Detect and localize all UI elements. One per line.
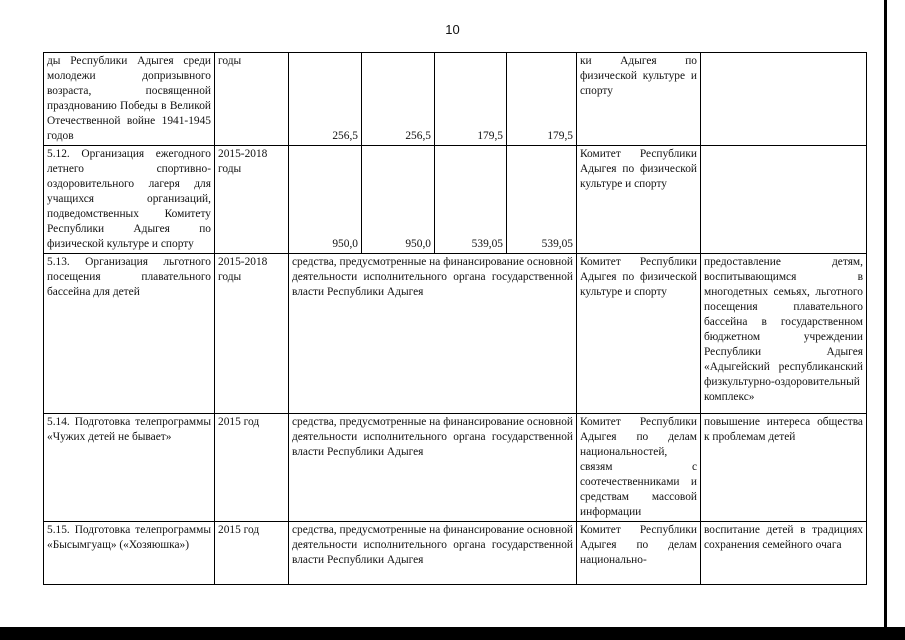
page-right-border — [884, 0, 887, 628]
table-row — [44, 53, 867, 146]
measure-result — [701, 146, 867, 254]
funding-value: 179,5 — [507, 53, 577, 146]
measure-name: 5.14. Подготовка телепрограммы «Чужих детей не бывает» — [44, 414, 215, 522]
measure-name: 5.15. Подготовка телепрограммы «Бысымгуащ» («Хозяюшка») — [44, 522, 215, 585]
funding-value: 539,05 — [435, 146, 507, 254]
measure-executor: ки Адыгея по физической культуре и спорту — [577, 53, 701, 146]
funding-value: 256,5 — [362, 53, 435, 146]
measure-name: ды Республики Адыгея среди молодежи допризывного возраста, посвященной празднованию Победы в Великой Отечественной войне 1941-1945 годов — [44, 53, 215, 146]
measure-executor: Комитет Республики Адыгея по физической культуре и спорту — [577, 146, 701, 254]
funding-source: средства, предусмотренные на финансирование основной деятельности исполнительного органа государственной власти Республики Адыгея — [289, 522, 577, 585]
measure-executor: Комитет Республики Адыгея по физической культуре и спорту — [577, 254, 701, 414]
scan-bottom-edge — [0, 627, 905, 640]
funding-value: 256,5 — [289, 53, 362, 146]
measure-period: 2015 год — [215, 414, 289, 522]
measure-result: предоставление детям, воспитывающимся в многодетных семьях, льготного посещения плавательного бассейна в государственном бюджетном учреждении Республики Адыгея «Адыгейский республиканский физкультурно-оздоровительный комплекс» — [701, 254, 867, 414]
measure-period: 2015-2018 годы — [215, 146, 289, 254]
measures-table — [43, 52, 867, 585]
funding-value: 950,0 — [289, 146, 362, 254]
funding-value: 539,05 — [507, 146, 577, 254]
funding-value: 950,0 — [362, 146, 435, 254]
table-row — [44, 522, 867, 585]
measure-name: 5.13. Организация льготного посещения плавательного бассейна для детей — [44, 254, 215, 414]
measure-period: 2015-2018 годы — [215, 254, 289, 414]
table-row — [44, 414, 867, 522]
measure-executor: Комитет Республики Адыгея по делам национальностей, связям с соотечественниками и средствам массовой информации — [577, 414, 701, 522]
funding-source: средства, предусмотренные на финансирование основной деятельности исполнительного органа государственной власти Республики Адыгея — [289, 414, 577, 522]
table-row — [44, 146, 867, 254]
funding-value: 179,5 — [435, 53, 507, 146]
measure-result — [701, 53, 867, 146]
measure-result: воспитание детей в традициях сохранения семейного очага — [701, 522, 867, 585]
measure-name: 5.12. Организация ежегодного летнего спортивно-оздоровительного лагеря для учащихся организаций, подведомственных Комитету Республики Адыгея по физической культуре и спорту — [44, 146, 215, 254]
measure-period: 2015 год — [215, 522, 289, 585]
page-number: 10 — [445, 22, 460, 37]
measure-period: годы — [215, 53, 289, 146]
measure-result: повышение интереса общества к проблемам детей — [701, 414, 867, 522]
funding-source: средства, предусмотренные на финансирование основной деятельности исполнительного органа государственной власти Республики Адыгея — [289, 254, 577, 414]
table-row — [44, 254, 867, 414]
measure-executor: Комитет Республики Адыгея по делам национально- — [577, 522, 701, 585]
